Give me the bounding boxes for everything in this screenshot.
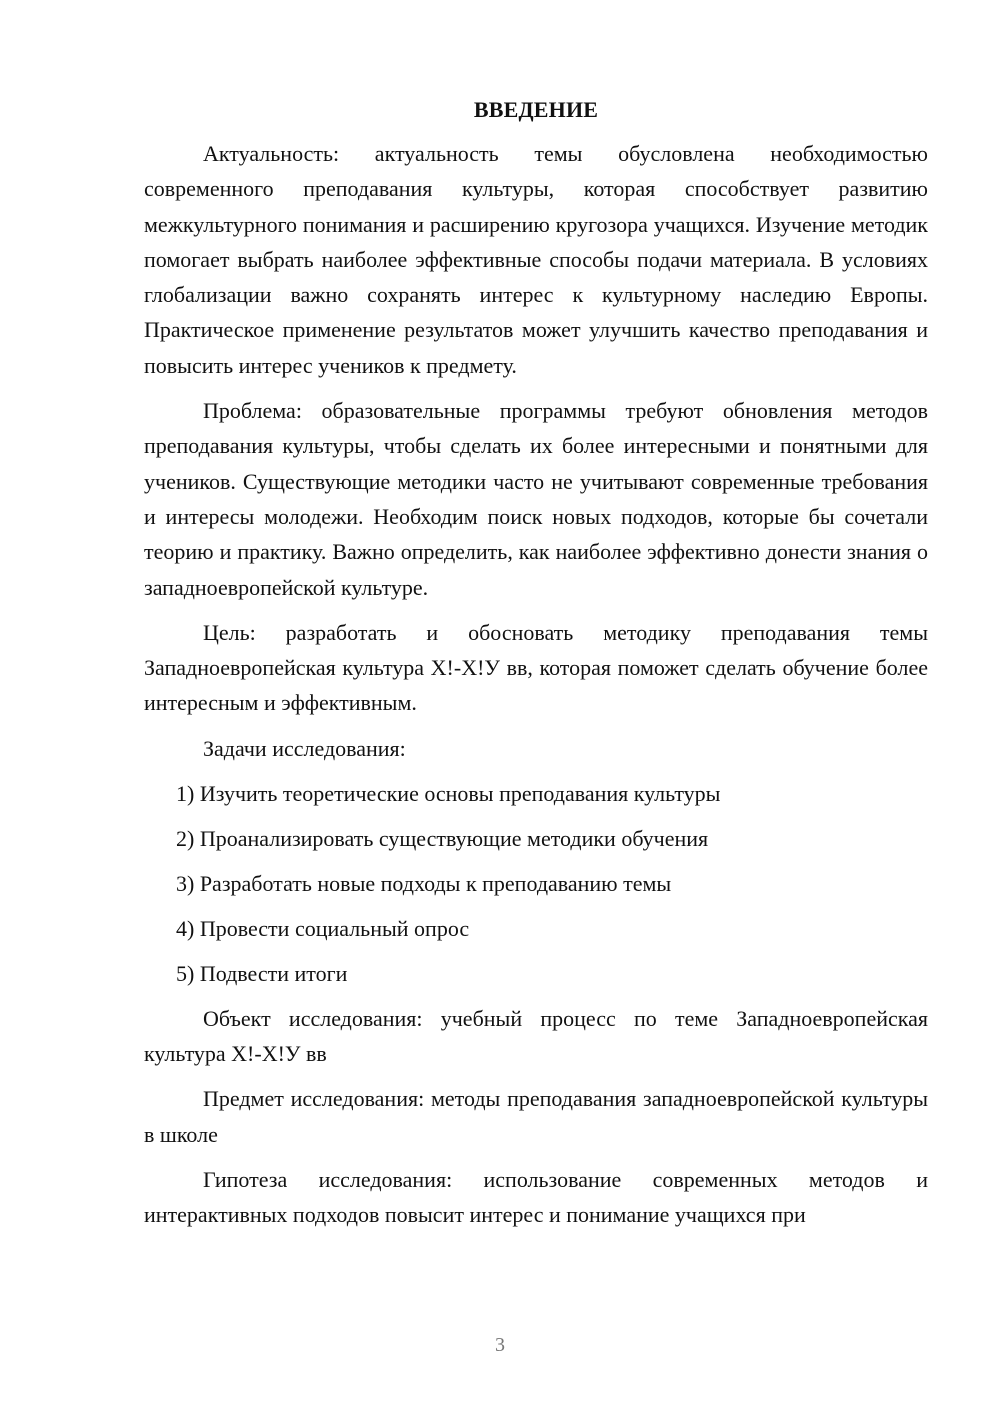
list-item: 5) Подвести итоги <box>176 960 348 986</box>
list-item: 2) Проанализировать существующие методики обучения <box>176 825 709 851</box>
problem-paragraph: Проблема: образовательные программы требуют обновления методов преподавания культуры, чтобы сделать их более интересными и понятными для учеников. Существующие методики часто не учитывают современные требования и интересы молодежи. Необходим поиск новых подходов, которые бы сочетали теорию и практику. Важно определить, как наиболее эффективно донести знания о западноевропейской культуре. <box>144 398 928 600</box>
relevance-paragraph: Актуальность: актуальность темы обусловлена необходимостью современного преподавания культуры, которая способствует развитию межкультурного понимания и расширению кругозора учащихся. Изучение методик помогает выбрать наиболее эффективные способы подачи материала. В условиях глобализации важно сохранять интерес к культурному наследию Европы. Практическое применение результатов может улучшить качество преподавания и повысить интерес учеников к предмету. <box>144 141 928 378</box>
list-item: 1) Изучить теоретические основы преподавания культуры <box>176 780 721 806</box>
page-content <box>144 96 928 1243</box>
list-item: 4) Провести социальный опрос <box>176 915 470 941</box>
list-item: 3) Разработать новые подходы к преподаванию темы <box>176 870 672 896</box>
goal-paragraph: Цель: разработать и обосновать методику преподавания темы Западноевропейская культура Х!-Х!У вв, которая поможет сделать обучение более интересным и эффективным. <box>144 619 928 716</box>
page-number: 3 <box>495 1334 505 1356</box>
hypothesis-paragraph: Гипотеза исследования: использование современных методов и интерактивных подходов повысит интерес и понимание учащихся при <box>144 1166 928 1228</box>
task-list <box>144 776 928 991</box>
page-title: ВВЕДЕНИЕ <box>473 97 599 122</box>
subject-paragraph: Предмет исследования: методы преподавания западноевропейской культуры в школе <box>144 1086 928 1147</box>
tasks-heading: Задачи исследования: <box>203 735 406 761</box>
object-paragraph: Объект исследования: учебный процесс по теме Западноевропейская культура Х!-Х!У вв <box>144 1005 928 1067</box>
